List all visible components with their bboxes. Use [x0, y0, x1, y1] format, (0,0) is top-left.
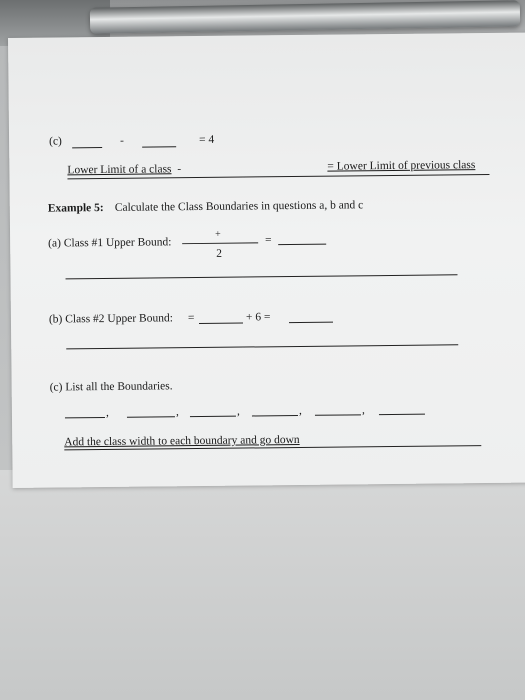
- comma: ,: [361, 404, 365, 417]
- comma: ,: [236, 405, 240, 418]
- answer-blank[interactable]: [72, 147, 102, 148]
- boundary-blank[interactable]: [190, 416, 236, 417]
- comma: ,: [105, 406, 109, 419]
- boundary-blank[interactable]: [252, 415, 298, 416]
- equals-four: = 4: [199, 133, 215, 147]
- question-b-label: (b) Class #2 Upper Bound:: [48, 312, 173, 326]
- lower-page-area: [0, 470, 525, 700]
- minus-sign: -: [120, 134, 124, 147]
- boundary-blank[interactable]: [379, 414, 425, 415]
- lower-limit-label: Lower Limit of a class: [67, 163, 172, 177]
- footer-note: Add the class width to each boundary and go down: [64, 433, 300, 449]
- comma: ,: [175, 406, 179, 419]
- question-a-label: (a) Class #1 Upper Bound:: [48, 236, 172, 250]
- plus-six: + 6 =: [245, 311, 271, 324]
- worksheet-page: [8, 33, 525, 488]
- example-heading: Example 5:: [47, 202, 104, 215]
- answer-blank[interactable]: [278, 244, 326, 246]
- plus-sign: +: [215, 228, 221, 240]
- answer-blank[interactable]: [289, 322, 333, 323]
- answer-blank[interactable]: [142, 146, 176, 147]
- work-line[interactable]: [66, 344, 458, 349]
- answer-blank[interactable]: [199, 323, 243, 324]
- question-c-label: (c) List all the Boundaries.: [49, 380, 173, 394]
- boundary-blank[interactable]: [127, 416, 175, 418]
- example-instruction: Calculate the Class Boundaries in questions a, b and c: [114, 199, 364, 214]
- binder-ring: [90, 0, 520, 34]
- equals-sign: =: [265, 234, 272, 247]
- boundary-blank[interactable]: [65, 417, 105, 418]
- part-c-label: (c): [49, 135, 62, 148]
- equals-sign: =: [187, 312, 195, 325]
- previous-lower-limit-label: = Lower Limit of previous class: [327, 159, 476, 173]
- limit-dash: -: [177, 163, 182, 176]
- comma: ,: [298, 404, 302, 417]
- work-line[interactable]: [66, 274, 458, 279]
- fraction-bar[interactable]: [182, 242, 258, 244]
- boundary-blank[interactable]: [315, 414, 361, 415]
- denominator-two: 2: [216, 247, 223, 260]
